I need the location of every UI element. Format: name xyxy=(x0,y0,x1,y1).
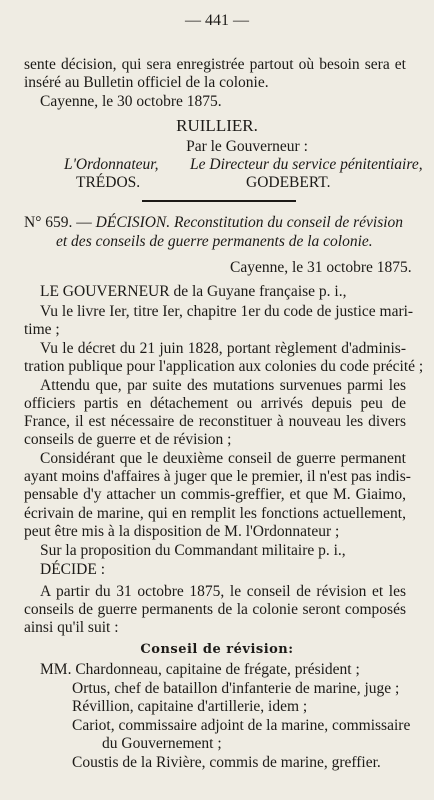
body-line: Considérant que le deuxième conseil de guerre permanent xyxy=(40,450,406,467)
decision-number: N° 659. — xyxy=(24,214,96,231)
body-line: pensable d'y attacher un commis-greffier, et que M. Giaimo, xyxy=(24,486,406,503)
body-line: tration publique pour l'application aux colonies du code précité ; xyxy=(24,358,424,375)
member-line: MM. Chardonneau, capitaine de frégate, président ; xyxy=(40,661,360,678)
body-line: ayant moins d'affaires à juger que le premier, il n'est pas indis- xyxy=(24,468,411,485)
sig-right-name: GODEBERT. xyxy=(246,174,331,191)
intro-line-2: inséré au Bulletin officiel de la colonie. xyxy=(24,74,269,91)
body-line: Vu le livre Ier, titre Ier, chapitre 1er du code de justice mari- xyxy=(40,303,414,320)
body-line: officiers partis en détachement ou arrivés depuis peu de xyxy=(24,395,406,412)
member-line: Cariot, commissaire adjoint de la marine, commissaire xyxy=(72,717,411,734)
sig-left-name: TRÉDOS. xyxy=(76,174,141,191)
decide-label: DÉCIDE : xyxy=(40,561,106,578)
member-line: Coustis de la Rivière, commis de marine, greffier. xyxy=(72,754,381,771)
body-line: LE GOUVERNEUR de la Guyane française p. i., xyxy=(40,283,347,300)
body-line: ainsi qu'il suit : xyxy=(24,619,119,636)
body-line: Vu le décret du 21 juin 1828, portant règlement d'adminis- xyxy=(40,340,406,357)
intro-line-1: sente décision, qui sera enregistrée partout où besoin sera et xyxy=(24,56,406,73)
par-le-gouverneur: Par le Gouverneur : xyxy=(186,138,308,155)
decision-title-1: Reconstitution du conseil de révision xyxy=(170,214,404,231)
body-line: peut être mis à la disposition de M. l'Ordonnateur ; xyxy=(24,523,340,540)
member-line: Révillion, capitaine d'artillerie, idem ; xyxy=(72,698,308,715)
member-line: du Gouvernement ; xyxy=(102,735,222,752)
decision-title-2: et des conseils de guerre permanents de la colonie. xyxy=(56,233,373,250)
decision-label: DÉCISION. xyxy=(95,214,171,231)
body-line: Attendu que, par suite des mutations survenues parmi les xyxy=(40,377,406,394)
conseil-heading: Conseil de révision: xyxy=(140,642,294,657)
sig-right-title: Le Directeur du service pénitentiaire, xyxy=(190,156,423,173)
date-place-1: Cayenne, le 30 octobre 1875. xyxy=(40,93,222,110)
page-number: — 441 — xyxy=(185,12,249,29)
body-line-gouverneur xyxy=(40,283,434,301)
body-line: conseils de guerre permanents de la colonie seront composés xyxy=(24,601,406,618)
body-line: A partir du 31 octobre 1875, le conseil de révision et les xyxy=(40,583,406,600)
body-line: Sur la proposition du Commandant militaire p. i., xyxy=(40,542,346,559)
body-line: France, il est nécessaire de reconstituer à nouveau les divers xyxy=(24,413,406,430)
body-line: time ; xyxy=(24,321,60,338)
body-line: conseils de guerre et de révision ; xyxy=(24,431,232,448)
decision-heading xyxy=(24,214,406,232)
sig-left-title: L'Ordonnateur, xyxy=(64,156,159,173)
separator-rule xyxy=(142,200,296,202)
body-line: écrivain de marine, qui en remplit les fonctions actuellement, xyxy=(24,505,406,522)
member-line: Ortus, chef de bataillon d'infanterie de marine, juge ; xyxy=(72,680,400,697)
date-place-2: Cayenne, le 31 octobre 1875. xyxy=(230,259,412,276)
signatory-name: RUILLIER. xyxy=(176,116,258,135)
